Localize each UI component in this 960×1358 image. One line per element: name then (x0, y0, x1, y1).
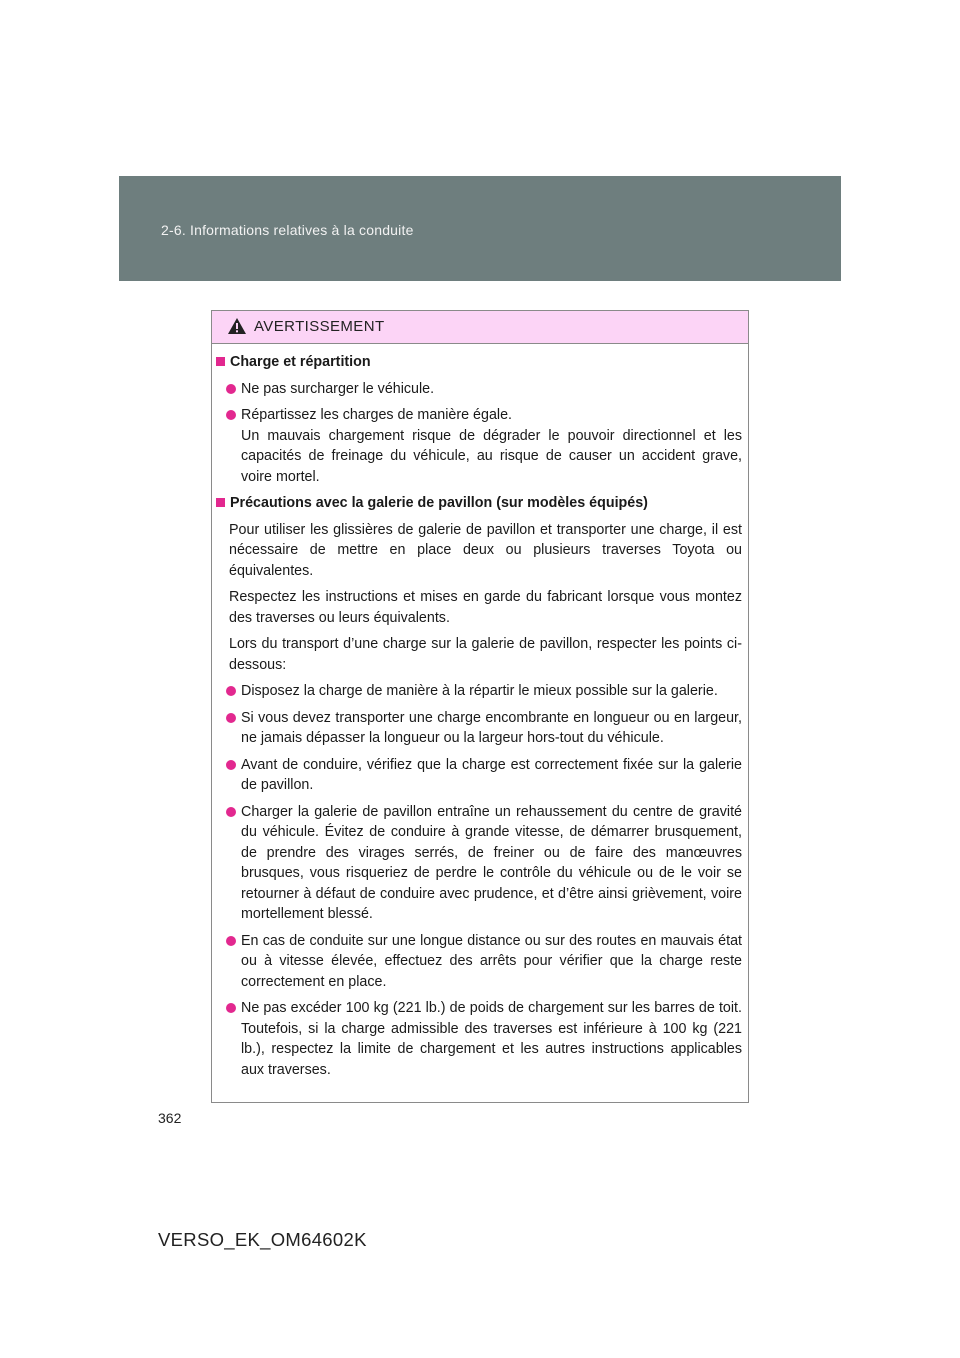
circle-bullet-icon (226, 686, 236, 696)
circle-bullet-icon (226, 384, 236, 394)
list-item: Avant de conduire, vérifiez que la charge est correctement fixée sur la galerie de pavillon. (212, 755, 748, 796)
circle-bullet-icon (226, 410, 236, 420)
circle-bullet-icon (226, 713, 236, 723)
paragraph: Lors du transport d’une charge sur la galerie de pavillon, respecter les points ci-dessous: (229, 636, 742, 673)
paragraph: Pour utiliser les glissières de galerie de pavillon et transporter une charge, il est nécessaire de mettre en place deux ou plusieurs traverses Toyota ou équivalentes. (229, 521, 742, 579)
square-bullet-icon (216, 357, 225, 366)
warning-box (211, 310, 749, 1103)
warning-title: AVERTISSEMENT (254, 318, 385, 335)
warning-triangle-icon (227, 317, 247, 335)
list-item: Si vous devez transporter une charge encombrante en longueur ou en largeur, ne jamais dépasser la longueur ou la largeur hors-tout du véhicule. (212, 708, 748, 749)
section-heading: Charge et répartition (212, 352, 748, 373)
circle-bullet-icon (226, 807, 236, 817)
list-item: Disposez la charge de manière à la répartir le mieux possible sur la galerie. (212, 681, 748, 702)
document-code: VERSO_EK_OM64602K (158, 1229, 367, 1250)
page-number: 362 (158, 1110, 182, 1126)
circle-bullet-icon (226, 936, 236, 946)
list-item: Charger la galerie de pavillon entraîne un rehaussement du centre de gravité du véhicule. Évitez de conduire à grande vitesse, de démarrer brusquement, de prendre des virages serrés, de freiner ou de faire des manœuvres brusques, vous risqueriez de perdre le contrôle du véhicule ou de le voir se retourner à défaut de conduire avec prudence, et d’être ainsi grièvement, voire mortellement blessé. (212, 802, 748, 925)
section-header-band (119, 176, 841, 281)
list-item: Ne pas excéder 100 kg (221 lb.) de poids de chargement sur les barres de toit. Toutefois, si la charge admissible des traverses est inférieure à 100 kg (221 lb.), respectez la limite de chargement et les autres instructions applicables aux traverses. (212, 998, 748, 1080)
warning-body (212, 352, 748, 1086)
paragraph: Respectez les instructions et mises en garde du fabricant lorsque vous montez des traverses ou leurs équivalents. (229, 589, 742, 626)
warning-header (212, 311, 748, 344)
list-item: En cas de conduite sur une longue distance ou sur des routes en mauvais état ou à vitesse élevée, effectuez des arrêts pour vérifier que la charge reste correctement en place. (212, 931, 748, 993)
list-item: Répartissez les charges de manière égale. Un mauvais chargement risque de dégrader le pouvoir directionnel et les capacités de freinage du véhicule, au risque de causer un accident grave, voire mortel. (212, 405, 748, 487)
section-title: 2-6. Informations relatives à la conduite (161, 222, 414, 238)
list-item: Ne pas surcharger le véhicule. (212, 379, 748, 400)
section-heading: Précautions avec la galerie de pavillon (sur modèles équipés) (212, 493, 748, 514)
square-bullet-icon (216, 498, 225, 507)
circle-bullet-icon (226, 760, 236, 770)
circle-bullet-icon (226, 1003, 236, 1013)
